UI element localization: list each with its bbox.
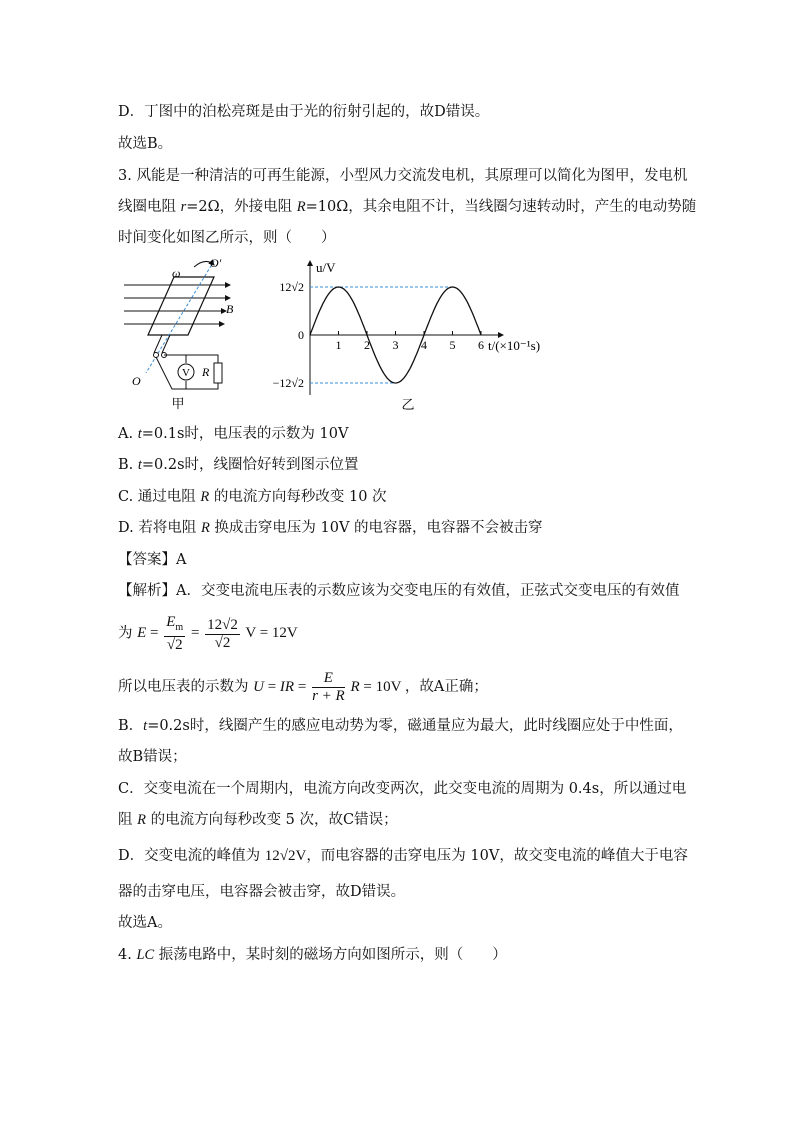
x-tick-label: 5	[449, 338, 456, 352]
y-tick-label: 12√2	[279, 280, 304, 294]
x-tick-label: 3	[392, 338, 399, 352]
x-tick-label: 2	[364, 338, 370, 352]
figure-caption: 乙	[401, 397, 415, 412]
field-label: B	[226, 302, 234, 316]
option-a: A. t=0.1s时，电压表的示数为 10V	[118, 426, 349, 442]
y-tick-label: 0	[298, 328, 304, 342]
figure-generator-diagram	[118, 255, 238, 415]
final-selection: 故选A。	[118, 915, 172, 931]
analysis-b-line-1: B．t=0.2s时，线圈产生的感应电动势为零，磁通量应为最大，此时线圈应处于中性面，	[118, 718, 683, 734]
analysis-c-line-1: C．交变电流在一个周期内，电流方向改变两次，此交变电流的周期为 0.4s，所以通过电	[118, 781, 687, 797]
option-c: C. 通过电阻 R 的电流方向每秒改变 10 次	[118, 489, 387, 505]
analysis-line: 【解析】A．交变电流电压表的示数应该为交变电压的有效值，正弦式交变电压的有效值	[118, 583, 680, 599]
axis-bottom-label: O	[132, 374, 141, 388]
x-tick-label: 1	[335, 338, 342, 352]
coil	[148, 277, 214, 335]
voltage-time-chart	[258, 255, 558, 415]
magnetic-field-lines	[124, 285, 230, 324]
answer: 【答案】A	[118, 552, 187, 568]
analysis-c-line-2: 阻 R 的电流方向每秒改变 5 次，故C错误；	[118, 812, 398, 828]
formula-effective-value: 为 E = $\frac{E_m}{√2}$ = $\frac{12√2}{√2}$ V = 12V	[118, 614, 298, 653]
omega-label: ω	[172, 266, 181, 280]
question-3-line-3: 时间变化如图乙所示，则（ ）	[118, 230, 336, 246]
axis-top-label: O′	[210, 256, 222, 270]
option-b: B. t=0.2s时，线圈恰好转到图示位置	[118, 457, 359, 473]
voltmeter-label: V	[182, 367, 190, 379]
question-4: 4. LC 振荡电路中，某时刻的磁场方向如图所示，则（ ）	[118, 947, 507, 963]
question-3-line-2: 线圈电阻 r=2Ω，外接电阻 R=10Ω，其余电阻不计，当线圈匀速转动时，产生的电动势随	[118, 199, 697, 215]
analysis-d-line-2: 器的击穿电压，电容器会被击穿，故D错误。	[118, 884, 406, 900]
formula-voltmeter-reading: 所以电压表的示数为 U = IR = $\frac{E}{r + R}$ R = 10V ，故A正确；	[118, 670, 488, 704]
text-line: D．丁图中的泊松亮斑是由于光的衍射引起的，故D错误。	[118, 104, 490, 120]
analysis-d-line-1: D．交变电流的峰值为 12√2V，而电容器的击穿电压为 10V，故交变电流的峰值大于电容	[118, 848, 688, 864]
y-axis-label: u/V	[316, 260, 336, 275]
x-tick-label: 6	[478, 338, 484, 352]
x-axis-label: t/(×10⁻¹s)	[488, 338, 541, 353]
analysis-b-line-2: 故B错误；	[118, 749, 187, 765]
resistor-icon	[214, 363, 222, 383]
y-tick-label: −12√2	[272, 376, 304, 390]
question-3-line-1: 3. 风能是一种清洁的可再生能源，小型风力交流发电机，其原理可以简化为图甲，发电机	[118, 168, 688, 184]
figure-caption: 甲	[171, 396, 185, 411]
x-tick-label: 4	[421, 338, 427, 352]
text-line: 故选B。	[118, 136, 173, 152]
option-d: D. 若将电阻 R 换成击穿电压为 10V 的电容器，电容器不会被击穿	[118, 520, 543, 536]
resistor-label: R	[202, 365, 210, 379]
